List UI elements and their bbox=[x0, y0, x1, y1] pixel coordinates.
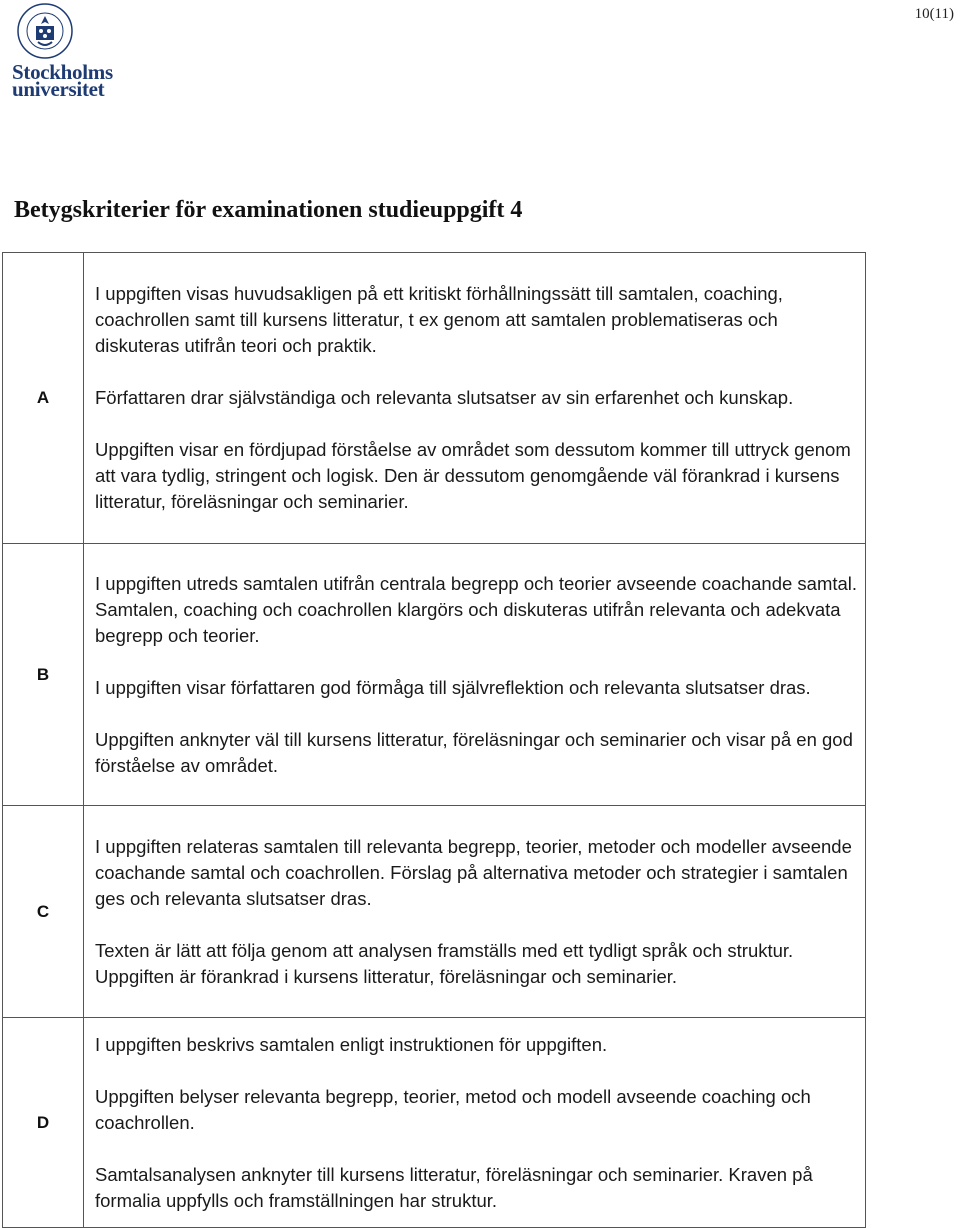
criteria-paragraph: I uppgiften visas huvudsakligen på ett kritiskt förhållningssätt till samtalen, coaching, coachrollen samt till kursens litteratur, t ex genom att samtalen problematiseras och diskuteras utifrån teori och praktik. bbox=[95, 283, 783, 356]
page-number: 10(11) bbox=[914, 6, 954, 22]
grade-description bbox=[84, 544, 866, 806]
university-seal-icon bbox=[14, 2, 76, 60]
university-logo bbox=[10, 2, 134, 102]
grading-criteria-table bbox=[2, 252, 866, 1228]
criteria-row-b bbox=[3, 544, 866, 806]
criteria-paragraph: Texten är lätt att följa genom att analysen framställs med ett tydligt språk och struktur. Uppgiften är förankrad i kursens litteratur, föreläsningar och seminarier. bbox=[95, 939, 794, 987]
logo-line-1: Stockholms bbox=[12, 60, 113, 84]
criteria-row-d bbox=[3, 1018, 866, 1228]
criteria-paragraph: Uppgiften visar en fördjupad förståelse av området som dessutom kommer till uttryck genom att vara tydlig, stringent och logisk. Den är dessutom genomgående väl förankrad i kursens litteratur, föreläsningar och seminarier. bbox=[95, 439, 851, 512]
criteria-paragraph: I uppgiften relateras samtalen till relevanta begrepp, teorier, metoder och modeller avseende coachande samtal och coachrollen. Förslag på alternativa metoder och strategier i samtalen ges och relevanta slutsatser dras. bbox=[95, 835, 852, 909]
criteria-row-a bbox=[3, 253, 866, 544]
criteria-paragraph: Samtalsanalysen anknyter till kursens litteratur, föreläsningar och seminarier. Kraven på formalia uppfylls och framställningen har struktur. bbox=[95, 1163, 813, 1211]
criteria-paragraph: I uppgiften utreds samtalen utifrån centrala begrepp och teorier avseende coachande samtal. Samtalen, coaching och coachrollen klargörs och diskuteras utifrån relevanta och adekvata begrepp och teorier. bbox=[95, 572, 858, 646]
criteria-row-c bbox=[3, 806, 866, 1018]
logo-wordmark bbox=[12, 60, 113, 101]
criteria-paragraph: I uppgiften beskrivs samtalen enligt instruktionen för uppgiften. bbox=[95, 1033, 608, 1055]
criteria-paragraph: Uppgiften belyser relevanta begrepp, teorier, metod och modell avseende coaching och coachrollen. bbox=[95, 1085, 811, 1133]
logo-line-2: universitet bbox=[12, 77, 105, 101]
grade-label: D bbox=[3, 1018, 84, 1228]
grade-description bbox=[84, 806, 866, 1018]
grade-label: C bbox=[3, 806, 84, 1018]
criteria-paragraph: I uppgiften visar författaren god förmåga till självreflektion och relevanta slutsatser dras. bbox=[95, 676, 811, 698]
grade-description bbox=[84, 253, 866, 544]
page-title: Betygskriterier för examinationen studieuppgift 4 bbox=[14, 197, 523, 223]
criteria-paragraph: Uppgiften anknyter väl till kursens litteratur, föreläsningar och seminarier och visar på en god förståelse av området. bbox=[95, 728, 853, 776]
grade-description bbox=[84, 1018, 866, 1228]
grade-label: A bbox=[3, 253, 84, 544]
criteria-paragraph: Författaren drar självständiga och relevanta slutsatser av sin erfarenhet och kunskap. bbox=[95, 387, 794, 408]
grade-label: B bbox=[3, 544, 84, 806]
